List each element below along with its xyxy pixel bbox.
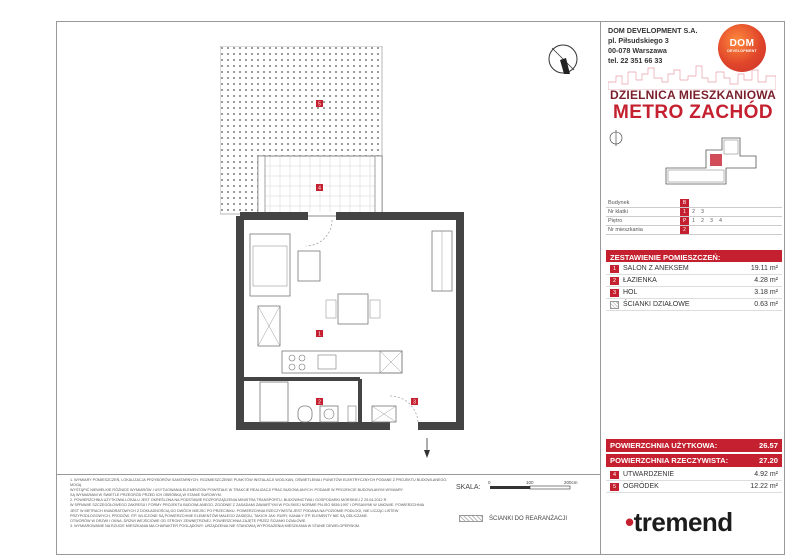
hatch-legend (459, 515, 567, 522)
usable-area-row (606, 439, 782, 452)
room-name: ŁAZIENKA (623, 277, 657, 284)
building-label: Budynek (608, 200, 630, 206)
note-line: WYSTĄPIĆ NIEWIELKIE RÓŻNICE WYMIARÓW I USYTUOWANIA ELEMENTÓW POWSTAŁE W TRAKCIE REALIZACJI PRAC BUDOWLANYCH. PODANE W PROJEKCIE BUDOWLANYM WYMIARY (70, 488, 404, 493)
dom-logo-main: DOM (729, 38, 755, 49)
hatch-swatch-icon (459, 515, 483, 522)
estate-line-2: METRO ZACHÓD (613, 102, 773, 123)
info-table (606, 199, 782, 235)
room-marker-5-label: 5 (318, 101, 321, 108)
room-row (606, 275, 782, 287)
room-name: HOL (623, 289, 638, 296)
room-row (606, 299, 782, 311)
floor-cell: P (680, 217, 689, 225)
company-phone: tel. 22 351 66 33 (608, 56, 663, 65)
building-cell: B (680, 199, 689, 207)
rooms-title: ZESTAWIENIE POMIESZCZEŃ: (606, 250, 782, 262)
room-row (606, 287, 782, 299)
floor-cell: 4 (719, 218, 722, 224)
stair-label: Nr klatki (608, 209, 628, 215)
stair-cell: 1 (680, 208, 689, 216)
floor-cell: 1 (692, 218, 695, 224)
usable-area-value: 26.57 (758, 441, 778, 450)
note-line: 2. POWIERZCHNIA UŻYTKOWA LOKALU JEST OKREŚLONA NA PODSTAWIE ROZPORZĄDZENIA MINISTRA TRANSPORTU, BUDOWNICTWA I GOSPODARKI MORSKIEJ Z 25.04.2012 R. (70, 498, 388, 503)
note-line: 3. WYMIAROWANIE NA RZUCIE MIESZKANIA MA CHARAKTER POGLĄDOWY. URZĄDZENIA NIE STANOWIĄ WYPOSAŻENIA MIESZKANIA W STANIE DEWELOPERSKIM. (70, 523, 360, 528)
floor-cell: 2 (701, 218, 704, 224)
hatch-legend-label: ŚCIANKI DO REARANŻACJI (489, 515, 568, 522)
real-area-value: 27.20 (758, 456, 778, 465)
real-area-row (606, 454, 782, 467)
site-keymap (606, 128, 778, 192)
room-marker-2-label: 2 (318, 399, 321, 406)
room-marker-3-label: 3 (413, 399, 416, 406)
notes-block (70, 478, 448, 529)
extra-name: UTWARDZENIE (623, 471, 675, 478)
scale-label: SKALA: (456, 484, 481, 491)
building-cells (680, 199, 689, 207)
info-row-building (606, 199, 782, 208)
dom-logo-sub: DEVELOPMENT (727, 49, 757, 53)
room-marker-4-label: 4 (318, 185, 321, 192)
company-name: DOM DEVELOPMENT S.A. (608, 26, 698, 35)
room-area: 0.63 m² (754, 301, 778, 308)
extra-area: 4.92 m² (754, 471, 778, 478)
extra-name: OGRÓDEK (623, 483, 659, 490)
usable-area-label: POWIERZCHNIA UŻYTKOWA: (610, 441, 718, 450)
floor-plan (220, 46, 470, 466)
scale-tick-200: 200cm (564, 480, 578, 485)
note-line: W SPRAWIE SZCZEGÓŁOWEGO ZAKRESU I FORMY PROJEKTU BUDOWLANEGO, ZGODNIE Z ZASADAMI ZAWARTYMI W POLSKIEJ NORMIE PN-ISO 9836:1997 I OPISANYMI W UMOWIE. POWIERZCHNIA (70, 503, 425, 508)
room-area: 19.11 m² (750, 265, 778, 272)
room-area: 3.18 m² (754, 289, 778, 296)
room-number: 2 (610, 277, 619, 285)
info-row-flat (606, 226, 782, 235)
floor-cells (680, 217, 725, 225)
extras-list (606, 469, 782, 493)
note-line: SĄ WYMIARAMI W ŚWIETLE PRZEGRÓD PRZED ICH OBRÓBKĄ W STANIE SUROWYM. (70, 493, 222, 498)
partition-hatch-icon (610, 301, 619, 309)
notes-divider (56, 474, 600, 475)
room-name: SALON Z ANEKSEM (623, 265, 689, 272)
extra-row (606, 481, 782, 493)
flat-cells (680, 226, 689, 234)
company-address-2: 00-078 Warszawa (608, 46, 667, 55)
note-line: PRZYPODŁOGOWYCH, PROGÓW, ITP. WLICZONE SĄ POWIERZCHNIE ELEMENTÓW MAŁEGO ZASIĘGU, TAKICH JAK: RURY, KANAŁY ITP. ELEMENTY NIE SĄ ODLICZANE. (70, 513, 368, 518)
room-number: 1 (610, 265, 619, 273)
floor-label: Piętro (608, 218, 623, 224)
room-marker-1-label: 1 (318, 331, 321, 338)
info-row-floor (606, 217, 782, 226)
panel-divider (600, 21, 601, 555)
info-row-stair (606, 208, 782, 217)
stair-cell: 2 (692, 209, 695, 215)
skyline-icon (608, 64, 776, 90)
note-line: OTWORÓW W DRZWI I OKNA, DRZWI WEJŚCIOWE OD STRONY ZEWNĘTRZNEJ. POWIERZCHNIA ZAJĘTE PRZEZ ŚCIANKI DZIAŁOWE. (70, 518, 307, 523)
rooms-list (606, 263, 782, 311)
extra-row (606, 469, 782, 481)
tremend-logo: •tremend (625, 507, 733, 537)
room-area: 4.28 m² (754, 277, 778, 284)
room-row (606, 263, 782, 275)
tremend-word: tremend (633, 507, 733, 537)
area-summary (606, 439, 782, 469)
flat-label: Nr mieszkania (608, 227, 643, 233)
room-name: ŚCIANKI DZIAŁOWE (623, 301, 690, 308)
extra-number: 5 (610, 483, 619, 491)
company-info (608, 26, 697, 66)
scale-bar (486, 478, 586, 492)
estate-line-1: DZIELNICA MIESZKANIOWA (610, 88, 776, 102)
real-area-label: POWIERZCHNIA RZECZYWISTA: (610, 456, 729, 465)
compass-icon (546, 42, 580, 76)
scale-tick-100: 100 (526, 480, 534, 485)
extra-area: 12.22 m² (750, 483, 778, 490)
note-line: JEST W METRACH KWADRATOWYCH Z DOKŁADNOŚCIĄ DO DWÓCH MIEJSC PO PRZECINKU. POWIERZCHNIA RZECZYWISTA JEST PODANA NA POZIOMIE PODŁOGI, NIE LICZĄC LISTEW (70, 508, 399, 513)
extra-number: 4 (610, 471, 619, 479)
stair-cell: 3 (701, 209, 704, 215)
scale-tick-0: 0 (488, 480, 491, 485)
floor-cell: 3 (710, 218, 713, 224)
company-address-1: pl. Piłsudskiego 3 (608, 36, 669, 45)
note-line: 1. WYMIARY POMIESZCZEŃ, LOKALIZACJA PRZYBORÓW SANITARNYCH, ROZMIESZCZENIE PUNKTÓW INSTALACJI WOD-KAN, OŚWIETLENIA I PUNKTÓW ELEKTRYCZNYCH PODANE Z PROJEKTU BUDOWLANEGO. MOGĄ (70, 478, 448, 488)
flat-cell: 2 (680, 226, 689, 234)
stair-cells (680, 208, 707, 216)
room-number: 3 (610, 289, 619, 297)
